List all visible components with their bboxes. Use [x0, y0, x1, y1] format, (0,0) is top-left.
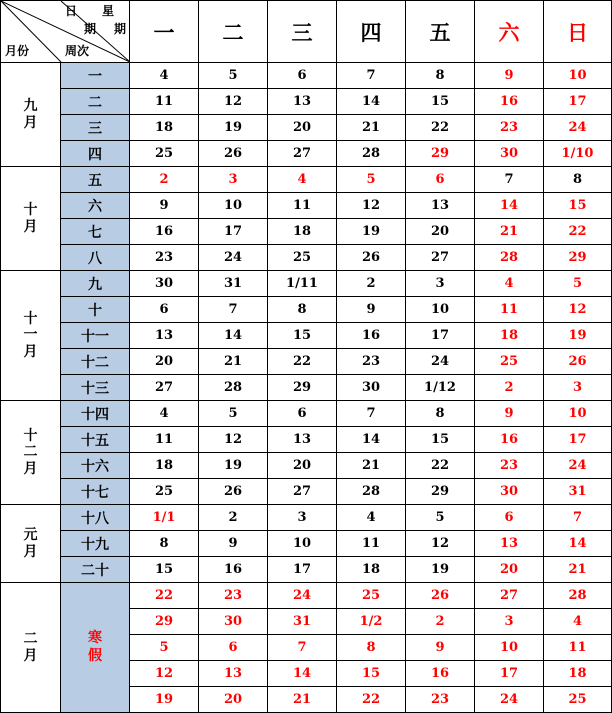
table-row — [1, 219, 612, 245]
table-row — [1, 479, 612, 505]
date-cell: 7 — [199, 297, 268, 323]
date-cell: 21 — [268, 687, 337, 713]
table-row — [1, 583, 612, 609]
date-cell: 3 — [268, 505, 337, 531]
date-cell: 15 — [544, 193, 612, 219]
date-cell: 12 — [406, 531, 475, 557]
date-cell: 21 — [475, 219, 544, 245]
date-cell: 17 — [406, 323, 475, 349]
date-cell: 11 — [337, 531, 406, 557]
date-cell: 14 — [337, 427, 406, 453]
date-cell: 23 — [406, 687, 475, 713]
week-number-cell: 十二 — [61, 349, 130, 375]
date-cell: 28 — [337, 141, 406, 167]
date-cell: 30 — [475, 479, 544, 505]
day-header: 四 — [337, 1, 406, 63]
week-number-cell: 十六 — [61, 453, 130, 479]
date-cell: 4 — [337, 505, 406, 531]
table-row — [1, 349, 612, 375]
day-header-weekend: 六 — [475, 1, 544, 63]
date-cell: 29 — [544, 245, 612, 271]
date-cell: 8 — [406, 401, 475, 427]
date-cell: 16 — [475, 89, 544, 115]
date-cell: 28 — [475, 245, 544, 271]
table-row — [1, 115, 612, 141]
week-number-cell: 二 — [61, 89, 130, 115]
date-cell: 31 — [268, 609, 337, 635]
month-label: 九月 — [23, 98, 38, 131]
date-cell: 5 — [544, 271, 612, 297]
date-cell: 24 — [544, 453, 612, 479]
month-cell — [1, 271, 61, 401]
date-cell: 9 — [130, 193, 199, 219]
day-header: 三 — [268, 1, 337, 63]
table-row — [1, 141, 612, 167]
month-label: 元月 — [23, 527, 38, 560]
date-cell: 18 — [475, 323, 544, 349]
date-cell: 10 — [544, 401, 612, 427]
date-cell: 14 — [337, 89, 406, 115]
date-cell: 11 — [475, 297, 544, 323]
month-label: 十二月 — [23, 428, 38, 477]
date-cell: 27 — [268, 479, 337, 505]
month-cell — [1, 63, 61, 167]
holiday-text: 寒假 — [88, 630, 102, 664]
date-cell: 8 — [406, 63, 475, 89]
date-cell: 19 — [199, 453, 268, 479]
date-cell: 25 — [268, 245, 337, 271]
date-cell: 29 — [130, 609, 199, 635]
date-cell: 27 — [406, 245, 475, 271]
date-cell: 25 — [130, 141, 199, 167]
date-cell: 15 — [337, 661, 406, 687]
month-cell — [1, 401, 61, 505]
date-cell: 4 — [268, 167, 337, 193]
date-cell: 20 — [475, 557, 544, 583]
week-number-cell: 十九 — [61, 531, 130, 557]
date-cell: 4 — [130, 63, 199, 89]
date-cell: 19 — [544, 323, 612, 349]
date-cell: 18 — [544, 661, 612, 687]
date-cell: 22 — [406, 453, 475, 479]
week-number-cell: 十三 — [61, 375, 130, 401]
date-cell: 1/1 — [130, 505, 199, 531]
table-row — [1, 167, 612, 193]
table-row — [1, 297, 612, 323]
date-cell: 29 — [406, 141, 475, 167]
table-row — [1, 401, 612, 427]
date-cell: 2 — [337, 271, 406, 297]
week-number-cell: 八 — [61, 245, 130, 271]
date-cell: 3 — [199, 167, 268, 193]
table-row — [1, 89, 612, 115]
date-cell: 6 — [199, 635, 268, 661]
corner-label-qi: 期 — [114, 22, 127, 36]
date-cell: 21 — [337, 453, 406, 479]
date-cell: 2 — [199, 505, 268, 531]
date-cell: 19 — [337, 219, 406, 245]
date-cell: 23 — [130, 245, 199, 271]
date-cell: 12 — [199, 427, 268, 453]
date-cell: 27 — [268, 141, 337, 167]
table-row — [1, 375, 612, 401]
date-cell: 26 — [199, 141, 268, 167]
date-cell: 30 — [337, 375, 406, 401]
week-number-cell: 九 — [61, 271, 130, 297]
week-number-cell: 七 — [61, 219, 130, 245]
date-cell: 11 — [268, 193, 337, 219]
date-cell: 1/12 — [406, 375, 475, 401]
date-cell: 15 — [130, 557, 199, 583]
table-row — [1, 531, 612, 557]
day-header: 五 — [406, 1, 475, 63]
date-cell: 6 — [268, 63, 337, 89]
date-cell: 4 — [544, 609, 612, 635]
date-cell: 22 — [406, 115, 475, 141]
date-cell: 13 — [406, 193, 475, 219]
date-cell: 25 — [475, 349, 544, 375]
date-cell: 11 — [544, 635, 612, 661]
date-cell: 13 — [268, 89, 337, 115]
date-cell: 3 — [475, 609, 544, 635]
month-cell — [1, 167, 61, 271]
week-number-cell: 五 — [61, 167, 130, 193]
corner-label-month: 月份 — [5, 44, 30, 58]
date-cell: 1/2 — [337, 609, 406, 635]
date-cell: 9 — [337, 297, 406, 323]
date-cell: 10 — [544, 63, 612, 89]
date-cell: 11 — [130, 89, 199, 115]
date-cell: 25 — [337, 583, 406, 609]
date-cell: 17 — [544, 89, 612, 115]
date-cell: 23 — [199, 583, 268, 609]
week-number-cell: 十一 — [61, 323, 130, 349]
date-cell: 24 — [544, 115, 612, 141]
date-cell: 29 — [268, 375, 337, 401]
date-cell: 26 — [544, 349, 612, 375]
date-cell: 20 — [268, 115, 337, 141]
date-cell: 7 — [475, 167, 544, 193]
date-cell: 5 — [199, 63, 268, 89]
table-row — [1, 453, 612, 479]
date-cell: 19 — [199, 115, 268, 141]
date-cell: 23 — [337, 349, 406, 375]
date-cell: 13 — [268, 427, 337, 453]
date-cell: 15 — [406, 427, 475, 453]
date-cell: 24 — [406, 349, 475, 375]
date-cell: 21 — [337, 115, 406, 141]
date-cell: 14 — [268, 661, 337, 687]
date-cell: 16 — [199, 557, 268, 583]
date-cell: 6 — [130, 297, 199, 323]
header-row — [1, 1, 612, 63]
week-number-cell: 十八 — [61, 505, 130, 531]
date-cell: 25 — [544, 687, 612, 713]
date-cell: 23 — [475, 115, 544, 141]
date-cell: 18 — [268, 219, 337, 245]
date-cell: 24 — [475, 687, 544, 713]
date-cell: 22 — [130, 583, 199, 609]
table-row — [1, 505, 612, 531]
date-cell: 28 — [199, 375, 268, 401]
date-cell: 7 — [268, 635, 337, 661]
date-cell: 12 — [130, 661, 199, 687]
date-cell: 27 — [130, 375, 199, 401]
date-cell: 8 — [544, 167, 612, 193]
date-cell: 2 — [475, 375, 544, 401]
date-cell: 21 — [199, 349, 268, 375]
week-number-cell: 十四 — [61, 401, 130, 427]
day-header: 一 — [130, 1, 199, 63]
date-cell: 16 — [337, 323, 406, 349]
week-number-cell: 十五 — [61, 427, 130, 453]
date-cell: 6 — [268, 401, 337, 427]
date-cell: 12 — [544, 297, 612, 323]
header-corner-cell — [1, 1, 130, 63]
date-cell: 10 — [475, 635, 544, 661]
date-cell: 17 — [268, 557, 337, 583]
date-cell: 28 — [337, 479, 406, 505]
date-cell: 24 — [199, 245, 268, 271]
table-row — [1, 557, 612, 583]
week-number-cell: 十 — [61, 297, 130, 323]
holiday-label — [61, 583, 130, 713]
date-cell: 14 — [544, 531, 612, 557]
date-cell: 10 — [199, 193, 268, 219]
date-cell: 18 — [130, 115, 199, 141]
date-cell: 4 — [130, 401, 199, 427]
date-cell: 16 — [475, 427, 544, 453]
date-cell: 20 — [130, 349, 199, 375]
date-cell: 8 — [130, 531, 199, 557]
table-row — [1, 323, 612, 349]
date-cell: 3 — [544, 375, 612, 401]
date-cell: 20 — [268, 453, 337, 479]
date-cell: 22 — [544, 219, 612, 245]
date-cell: 11 — [130, 427, 199, 453]
date-cell: 16 — [406, 661, 475, 687]
date-cell: 10 — [406, 297, 475, 323]
date-cell: 1/11 — [268, 271, 337, 297]
week-number-cell: 一 — [61, 63, 130, 89]
date-cell: 5 — [199, 401, 268, 427]
date-cell: 3 — [406, 271, 475, 297]
date-cell: 30 — [199, 609, 268, 635]
date-cell: 8 — [268, 297, 337, 323]
date-cell: 20 — [199, 687, 268, 713]
date-cell: 17 — [199, 219, 268, 245]
table-row — [1, 193, 612, 219]
date-cell: 17 — [544, 427, 612, 453]
date-cell: 2 — [406, 609, 475, 635]
date-cell: 9 — [199, 531, 268, 557]
date-cell: 5 — [130, 635, 199, 661]
date-cell: 5 — [337, 167, 406, 193]
month-cell — [1, 505, 61, 583]
table-row — [1, 245, 612, 271]
date-cell: 13 — [199, 661, 268, 687]
corner-label-ri: 日 — [65, 4, 78, 18]
month-label: 十一月 — [23, 311, 38, 360]
date-cell: 6 — [406, 167, 475, 193]
date-cell: 1/10 — [544, 141, 612, 167]
date-cell: 9 — [475, 401, 544, 427]
date-cell: 7 — [337, 63, 406, 89]
date-cell: 12 — [199, 89, 268, 115]
date-cell: 17 — [475, 661, 544, 687]
date-cell: 26 — [406, 583, 475, 609]
date-cell: 19 — [406, 557, 475, 583]
day-header-weekend: 日 — [544, 1, 612, 63]
date-cell: 5 — [406, 505, 475, 531]
table-row — [1, 271, 612, 297]
day-header: 二 — [199, 1, 268, 63]
week-number-cell: 三 — [61, 115, 130, 141]
corner-label-xing: 星 — [102, 4, 115, 18]
date-cell: 16 — [130, 219, 199, 245]
date-cell: 29 — [406, 479, 475, 505]
week-number-cell: 二十 — [61, 557, 130, 583]
date-cell: 13 — [130, 323, 199, 349]
date-cell: 6 — [475, 505, 544, 531]
month-label: 二月 — [23, 631, 38, 664]
date-cell: 14 — [199, 323, 268, 349]
date-cell: 28 — [544, 583, 612, 609]
date-cell: 31 — [199, 271, 268, 297]
date-cell: 2 — [130, 167, 199, 193]
date-cell: 8 — [337, 635, 406, 661]
date-cell: 30 — [130, 271, 199, 297]
date-cell: 18 — [130, 453, 199, 479]
date-cell: 18 — [337, 557, 406, 583]
week-number-cell: 四 — [61, 141, 130, 167]
date-cell: 7 — [544, 505, 612, 531]
date-cell: 26 — [199, 479, 268, 505]
date-cell: 20 — [406, 219, 475, 245]
date-cell: 15 — [268, 323, 337, 349]
date-cell: 10 — [268, 531, 337, 557]
date-cell: 23 — [475, 453, 544, 479]
week-number-cell: 六 — [61, 193, 130, 219]
date-cell: 30 — [475, 141, 544, 167]
date-cell: 4 — [475, 271, 544, 297]
week-number-cell: 十七 — [61, 479, 130, 505]
date-cell: 7 — [337, 401, 406, 427]
date-cell: 27 — [475, 583, 544, 609]
date-cell: 9 — [475, 63, 544, 89]
table-row — [1, 63, 612, 89]
date-cell: 21 — [544, 557, 612, 583]
date-cell: 13 — [475, 531, 544, 557]
date-cell: 22 — [268, 349, 337, 375]
date-cell: 12 — [337, 193, 406, 219]
corner-label-week: 周次 — [65, 44, 90, 58]
month-label: 十月 — [23, 202, 38, 235]
date-cell: 9 — [406, 635, 475, 661]
date-cell: 26 — [337, 245, 406, 271]
date-cell: 24 — [268, 583, 337, 609]
corner-label-qi: 期 — [84, 22, 97, 36]
table-row — [1, 427, 612, 453]
date-cell: 19 — [130, 687, 199, 713]
date-cell: 22 — [337, 687, 406, 713]
date-cell: 15 — [406, 89, 475, 115]
date-cell: 31 — [544, 479, 612, 505]
month-cell — [1, 583, 61, 713]
date-cell: 14 — [475, 193, 544, 219]
date-cell: 25 — [130, 479, 199, 505]
